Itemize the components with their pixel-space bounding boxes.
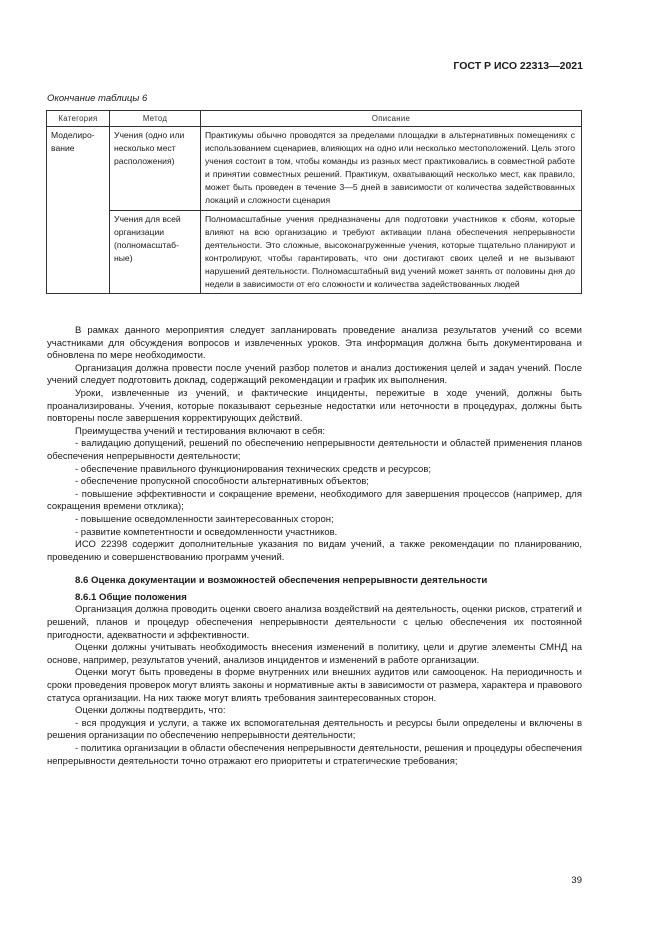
document-code-header: ГОСТ Р ИСО 22313—2021 [453, 60, 583, 72]
body-text [47, 325, 582, 768]
table-header-row [47, 111, 582, 127]
column-header-method: Метод [110, 111, 201, 127]
list-item: - повышение эффективности и сокращение времени, необходимого для завершения процессов (например, для сокращения времени отклика); [47, 488, 582, 513]
list-item: - валидацию допущений, решений по обеспечению непрерывности деятельности и областей применения планов обеспечения непрерывности деятельности; [47, 438, 582, 462]
column-header-category: Категория [47, 111, 110, 127]
table-row [47, 127, 582, 211]
method-cell: Учения для всей организации (полномасштаб- ные) [110, 211, 201, 294]
method-cell: Учения (одно или несколько мест расположения) [110, 127, 201, 211]
paragraph: Уроки, извлеченные из учений, и фактические инциденты, пережитые в ходе учений, должны быть проанализированы. Учения, которые показывают серьезные недостатки или неточности в процедурах, должны быть повторены после завершения корректирующих действий. [47, 387, 582, 425]
paragraph: В рамках данного мероприятия следует запланировать проведение анализа результатов учений со всеми участниками для обсуждения вопросов и извлеченных уроков. Эта информация должна быть документирована и обновлена по мере необходимости. [47, 325, 582, 362]
page-number: 39 [571, 875, 582, 886]
list-item: - вся продукция и услуги, а также их вспомогательная деятельность и ресурсы были определены и включены в решения организации по обеспечению непрерывности деятельности; [47, 717, 582, 742]
paragraph: Оценки должны учитывать необходимость внесения изменений в политику, цели и другие элементы СМНД на основе, например, результатов учений, анализов инцидентов и изменений в работе организации. [47, 642, 582, 666]
paragraph: Оценки могут быть проведены в форме внутренних или внешних аудитов или самооценок. На периодичность и сроки проведения проверок могут влиять законы и нормативные акты в зависимости от размера, характера и правового статуса организации. На них также могут влиять требования заинтересованных сторон. [47, 667, 582, 704]
category-cell: Моделиро- вание [47, 127, 110, 211]
section-heading: 8.6 Оценка документации и возможностей обеспечения непрерывности деятельности [75, 575, 488, 587]
column-header-description: Описание [201, 111, 582, 127]
list-item: - обеспечение пропускной способности альтернативных объектов; [75, 476, 369, 488]
paragraph: Оценки должны подтвердить, что: [75, 705, 226, 717]
paragraph: Организация должна проводить оценки своего анализа воздействий на деятельность, оценки рисков, стратегий и решений, планов и процедур обеспечения непрерывности деятельности с целью обеспечения их постоянной пригодности, адекватности и эффективности. [47, 604, 582, 641]
description-cell: Практикумы обычно проводятся за пределами площадки в альтернативных помещениях с использованием сценариев, влияющих на одно или несколько местоположений. Цель этого учения состоит в том, чтобы команды из разных мест практиковались в совместной работе и принятии совместных решений. Практикум, охватывающий несколько мест, как правило, может быть проведен в течение 3—5 дней в зависимости от количества задействованных локаций и сложности сценария [201, 127, 582, 211]
list-item: - обеспечение правильного функционирования технических средств и ресурсов; [75, 463, 432, 475]
table-row [47, 211, 582, 294]
description-cell: Полномасштабные учения предназначены для подготовки участников к сбоям, которые влияют на всю организацию и требуют активации плана обеспечения непрерывности деятельности. Это сложные, высоконагруженные учения, которые тщательно планируют и контролируют, чтобы гарантировать, что они достигают своих целей и не вызывают нарушений деятельности. Полномасштабный вид учений может занять от половины дня до недели в зависимости от его сложности и количества задействованных людей [201, 211, 582, 294]
list-item: - политика организации в области обеспечения непрерывности деятельности, решения и процедуры обеспечения непрерывности деятельности точно отражают его приоритеты и стратегические требования; [47, 743, 582, 767]
table-caption: Окончание таблицы 6 [47, 93, 148, 104]
list-item: - повышение осведомленности заинтересованных сторон; [75, 513, 334, 525]
category-cell-continued [47, 211, 110, 294]
methods-table [46, 110, 582, 294]
paragraph: ИСО 22398 содержит дополнительные указания по видам учений, а также рекомендации по планированию, проведению и совершенствованию программ учений. [47, 539, 582, 563]
list-item: - развитие компетентности и осведомленности участников. [75, 526, 338, 538]
paragraph: Организация должна провести после учений разбор полетов и анализ достижения целей и задач учений. После учений следует подготовить доклад, содержащий рекомендации и график их выполнения. [47, 362, 582, 387]
subsection-heading: 8.6.1 Общие положения [75, 591, 187, 603]
paragraph: Преимущества учений и тестирования включают в себя: [75, 425, 326, 437]
